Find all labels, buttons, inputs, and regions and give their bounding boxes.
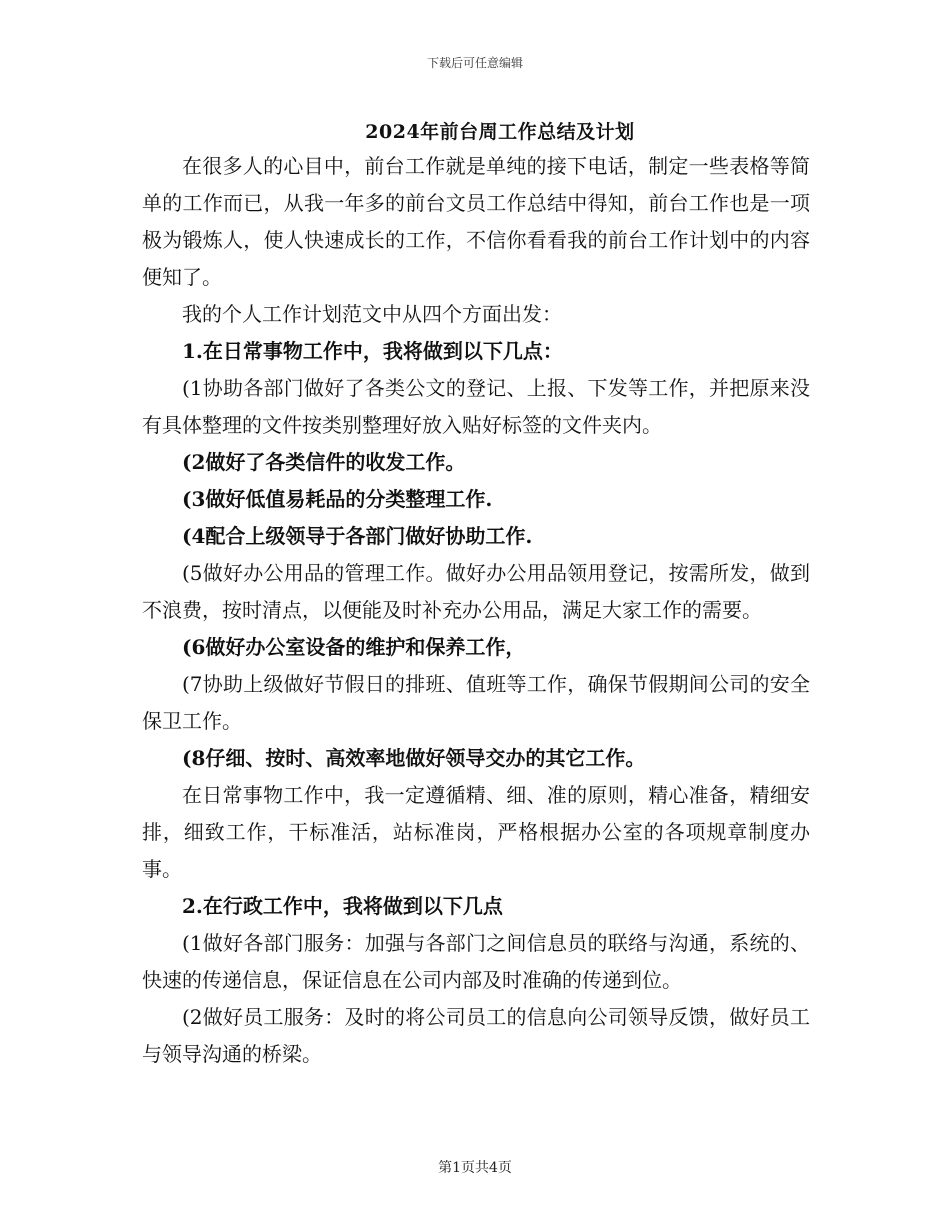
section-heading-daily-affairs: 1.在日常事物工作中，我将做到以下几点： (182, 339, 563, 363)
list-item-7: (7协助上级做好节假日的排班、值班等工作，确保节假期间公司的安全保卫工作。 (142, 672, 810, 733)
paragraph-intro: 在很多人的心目中，前台工作就是单纯的接下电话，制定一些表格等简单的工作而已，从我一年多的前台文员工作总结中得知，前台工作也是一项极为锻炼人，使人快速成长的工作，不信你看看我的前台工作计划中的内容便知了。 (142, 154, 810, 289)
list-item-4: (4配合上级领导于各部门做好协助工作. (182, 524, 533, 548)
header-note: 下载后可任意编辑 (426, 56, 523, 70)
list-item-3: (3做好低值易耗品的分类整理工作. (182, 487, 493, 511)
paragraph-four-aspects: 我的个人工作计划范文中从四个方面出发： (182, 302, 562, 326)
list-item-6: (6做好办公室设备的维护和保养工作， (182, 635, 526, 659)
list-item-8: (8仔细、按时、高效率地做好领导交办的其它工作。 (182, 746, 646, 770)
document-body (142, 148, 810, 1073)
list-item-1: (1协助各部门做好了各类公文的登记、上报、下发等工作，并把原来没有具体整理的文件按类别整理好放入贴好标签的文件夹内。 (142, 376, 810, 437)
admin-item-2: (2做好员工服务：及时的将公司员工的信息向公司领导反馈，做好员工与领导沟通的桥梁。 (142, 1005, 810, 1066)
document-title: 2024年前台周工作总结及计划 (365, 121, 635, 143)
list-item-5: (5做好办公用品的管理工作。做好办公用品领用登记，按需所发，做到不浪费，按时清点，以便能及时补充办公用品，满足大家工作的需要。 (142, 561, 810, 622)
section-heading-administrative: 2.在行政工作中，我将做到以下几点 (182, 894, 503, 918)
list-item-2: (2做好了各类信件的收发工作。 (182, 450, 466, 474)
admin-item-1: (1做好各部门服务：加强与各部门之间信息员的联络与沟通，系统的、快速的传递信息，保证信息在公司内部及时准确的传递到位。 (142, 931, 810, 992)
page-footer: 第1页共4页 (438, 1160, 512, 1176)
paragraph-principles: 在日常事物工作中，我一定遵循精、细、准的原则，精心准备，精细安排，细致工作，干标准活，站标准岗，严格根据办公室的各项规章制度办事。 (142, 783, 810, 881)
